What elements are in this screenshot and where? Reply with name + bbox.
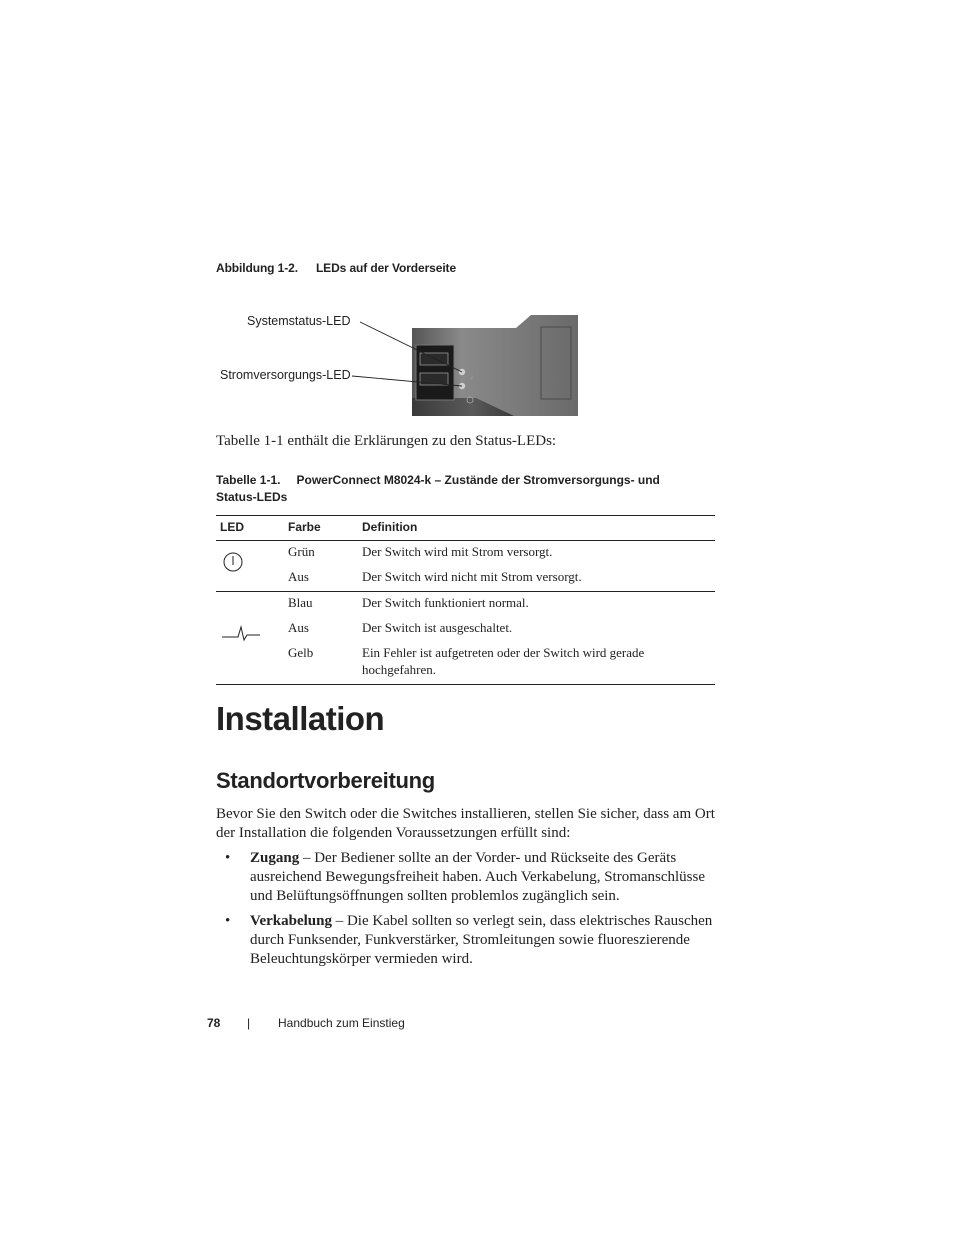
intro-text: Tabelle 1-1 enthält die Erklärungen zu den Status-LEDs: bbox=[216, 433, 557, 449]
table-title-line2: Status-LEDs bbox=[216, 490, 288, 504]
color-cell: Gelb bbox=[288, 642, 362, 685]
section-heading: Installation bbox=[216, 700, 385, 737]
list-item-text: – Der Bediener sollte an der Vorder- und Rückseite des Geräts ausreichend Bewegungsfreiheit haben. Auch Verkabelung, Stromanschlüsse und Belüftungsöffnungen sollten problemlos zugänglich sein. bbox=[250, 850, 706, 904]
definition-cell: Der Switch wird nicht mit Strom versorgt. bbox=[362, 566, 715, 592]
column-header-led: LED bbox=[216, 516, 288, 541]
color-cell: Grün bbox=[288, 544, 315, 559]
definition-cell: Der Switch wird mit Strom versorgt. bbox=[362, 544, 553, 559]
figure-number: Abbildung 1-2. bbox=[216, 261, 298, 275]
heartbeat-icon bbox=[222, 623, 260, 645]
color-cell: Blau bbox=[288, 595, 313, 610]
definition-cell: Ein Fehler ist aufgetreten oder der Switch wird gerade hochgefahren. bbox=[362, 642, 715, 685]
list-item bbox=[216, 849, 716, 906]
figure-caption bbox=[216, 261, 456, 275]
list-item-term: Verkabelung bbox=[250, 913, 332, 929]
definition-cell: Der Switch ist ausgeschaltet. bbox=[362, 620, 513, 635]
table-caption bbox=[216, 472, 716, 506]
led-cell bbox=[216, 541, 288, 592]
requirements-list bbox=[216, 849, 716, 975]
table-title-line1: PowerConnect M8024-k – Zustände der Stromversorgungs- und bbox=[296, 473, 660, 487]
front-panel-led-photo bbox=[216, 305, 586, 420]
color-cell: Aus bbox=[288, 566, 362, 592]
svg-text:~: ~ bbox=[468, 375, 475, 381]
list-item-term: Zugang bbox=[250, 850, 300, 866]
footer-separator: | bbox=[247, 1016, 251, 1030]
list-item-text: – Die Kabel sollten so verlegt sein, dass elektrisches Rauschen durch Funksender, Funkverstärker, Stromleitungen sowie fluoreszierende Beleuchtungskörper vermieden wird. bbox=[250, 913, 713, 967]
led-cell bbox=[216, 592, 288, 685]
column-header-definition: Definition bbox=[362, 516, 715, 541]
figure-title: LEDs auf der Vorderseite bbox=[315, 261, 457, 275]
footer-title: Handbuch zum Einstieg bbox=[278, 1016, 405, 1030]
page-number: 78 bbox=[207, 1016, 221, 1030]
table-row bbox=[216, 617, 715, 642]
table-row bbox=[216, 566, 715, 592]
table-header-row bbox=[216, 516, 715, 541]
column-header-farbe: Farbe bbox=[288, 516, 362, 541]
bullet-marker: • bbox=[225, 850, 231, 866]
body-paragraph: Bevor Sie den Switch oder die Switches installieren, stellen Sie sicher, dass am Ort der Installation die folgenden Voraussetzungen erfüllt sind: bbox=[216, 806, 715, 841]
table-row bbox=[216, 642, 715, 685]
callout-systemstatus-led: Systemstatus-LED bbox=[247, 314, 351, 328]
led-status-table bbox=[216, 515, 715, 685]
color-cell: Aus bbox=[288, 620, 309, 635]
power-icon bbox=[222, 551, 244, 573]
list-item bbox=[216, 912, 716, 969]
table-row bbox=[216, 592, 715, 618]
table-number: Tabelle 1-1. bbox=[216, 473, 281, 487]
bullet-marker: • bbox=[225, 913, 231, 929]
subsection-heading: Standortvorbereitung bbox=[216, 768, 435, 793]
definition-cell: Der Switch funktioniert normal. bbox=[362, 595, 529, 610]
table-row bbox=[216, 541, 715, 567]
callout-stromversorgungs-led: Stromversorgungs-LED bbox=[220, 368, 351, 382]
